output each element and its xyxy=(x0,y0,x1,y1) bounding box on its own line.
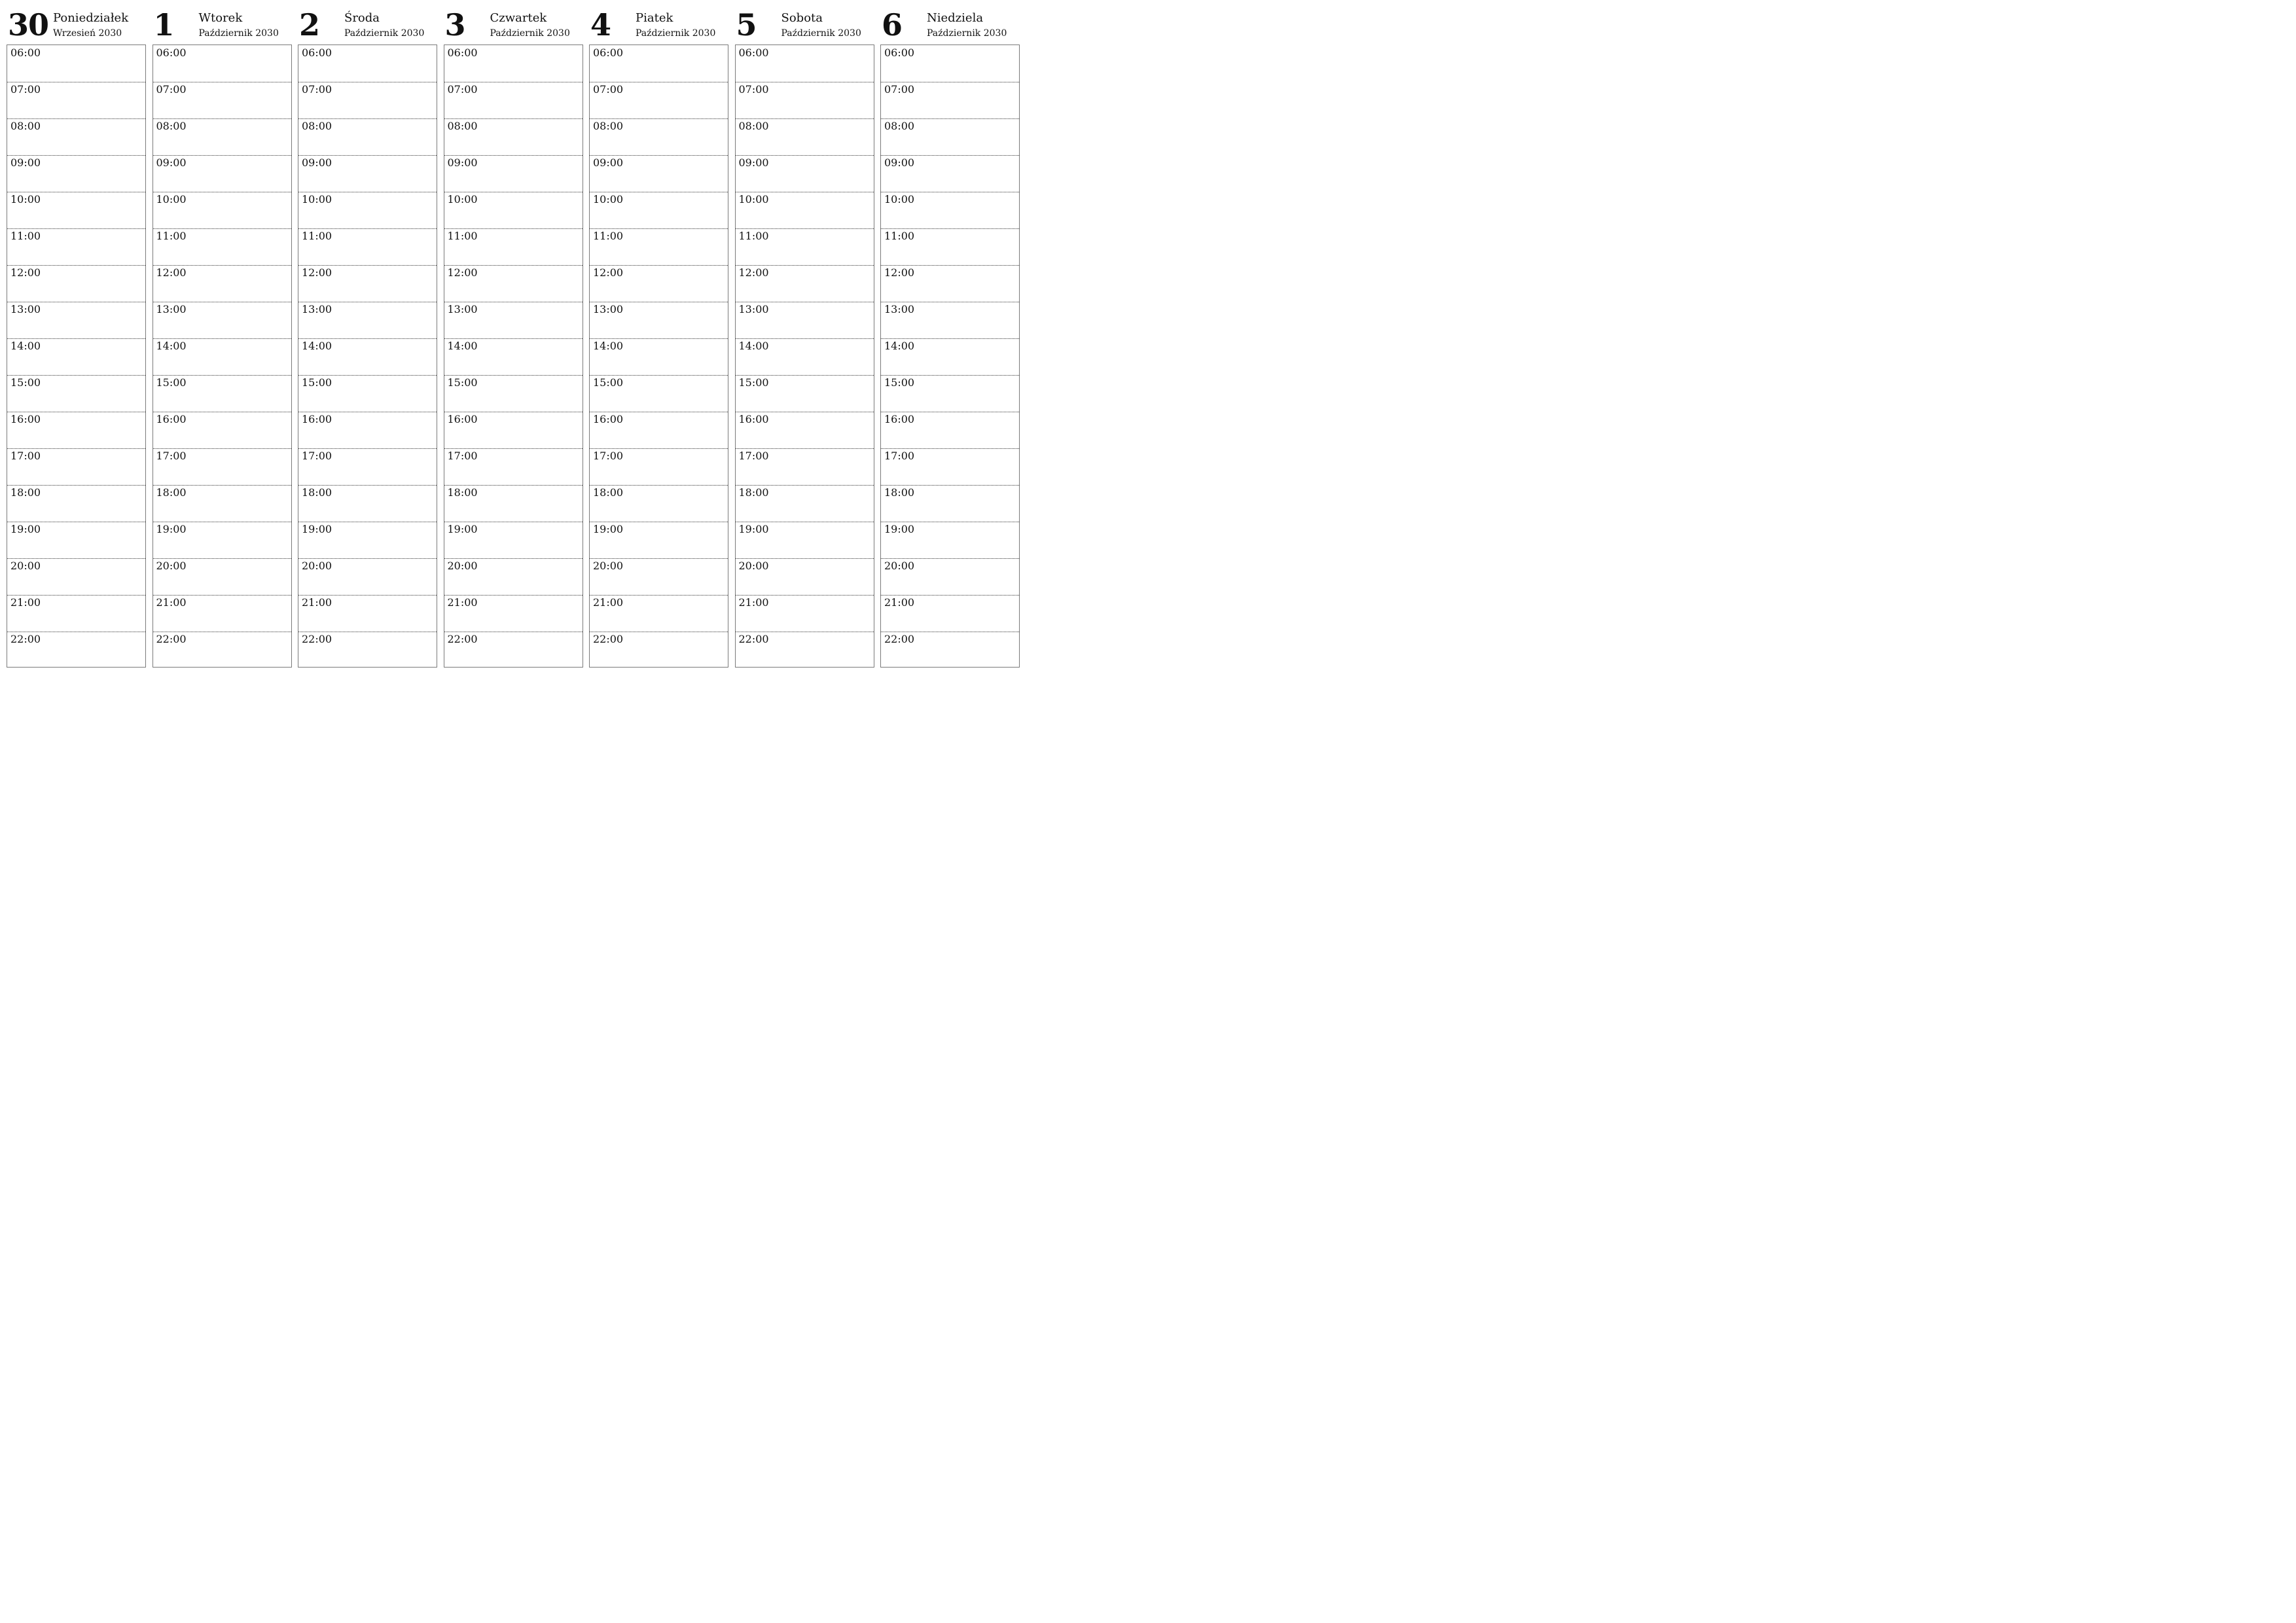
hour-slot[interactable] xyxy=(444,45,583,82)
hour-label: 10:00 xyxy=(738,193,769,205)
hour-slot[interactable] xyxy=(298,485,437,522)
hour-label: 21:00 xyxy=(302,596,332,609)
hour-slot[interactable] xyxy=(444,302,583,339)
hour-label: 15:00 xyxy=(447,376,478,389)
hour-slot[interactable] xyxy=(590,192,728,229)
hour-label: 15:00 xyxy=(593,376,624,389)
hour-label: 09:00 xyxy=(10,156,41,169)
hour-label: 07:00 xyxy=(447,83,478,96)
hour-label: 19:00 xyxy=(884,523,915,535)
hour-slot[interactable] xyxy=(7,82,145,119)
hour-slot[interactable] xyxy=(444,265,583,302)
hour-label: 16:00 xyxy=(593,413,624,425)
hour-slot[interactable] xyxy=(7,485,145,522)
day-schedule-box xyxy=(589,45,728,668)
hour-slot[interactable] xyxy=(881,192,1019,229)
hour-slot[interactable] xyxy=(881,558,1019,596)
day-month: Październik 2030 xyxy=(344,28,425,39)
day-month: Październik 2030 xyxy=(781,28,861,39)
hour-slot[interactable] xyxy=(298,595,437,632)
hour-label: 21:00 xyxy=(10,596,41,609)
day-header xyxy=(152,0,293,45)
hour-slot[interactable] xyxy=(736,522,874,559)
hour-slot[interactable] xyxy=(736,192,874,229)
hour-slot[interactable] xyxy=(736,485,874,522)
hour-slot[interactable] xyxy=(298,375,437,412)
day-column xyxy=(152,0,293,668)
hour-label: 20:00 xyxy=(447,560,478,572)
hour-label: 11:00 xyxy=(593,230,624,242)
day-number: 30 xyxy=(8,7,49,43)
hour-slot[interactable] xyxy=(444,82,583,119)
hour-label: 12:00 xyxy=(447,266,478,279)
hour-slot[interactable] xyxy=(298,338,437,376)
hour-label: 18:00 xyxy=(156,486,187,499)
hour-slot[interactable] xyxy=(298,632,437,668)
hour-slot[interactable] xyxy=(881,522,1019,559)
hour-slot[interactable] xyxy=(7,192,145,229)
day-name: Czwartek xyxy=(490,11,547,25)
hour-slot[interactable] xyxy=(298,412,437,449)
hour-label: 21:00 xyxy=(884,596,915,609)
hour-slot[interactable] xyxy=(298,118,437,156)
hour-slot[interactable] xyxy=(444,228,583,266)
day-name: Niedziela xyxy=(927,11,984,25)
hour-label: 06:00 xyxy=(738,46,769,59)
hour-slot[interactable] xyxy=(590,412,728,449)
hour-slot[interactable] xyxy=(590,338,728,376)
weekly-planner xyxy=(7,0,1020,668)
hour-slot[interactable] xyxy=(7,302,145,339)
hour-slot[interactable] xyxy=(298,192,437,229)
hour-label: 11:00 xyxy=(738,230,769,242)
hour-label: 12:00 xyxy=(302,266,332,279)
day-name: Wtorek xyxy=(198,11,243,25)
hour-slot[interactable] xyxy=(881,45,1019,82)
hour-label: 08:00 xyxy=(302,120,332,132)
hour-label: 06:00 xyxy=(302,46,332,59)
hour-label: 19:00 xyxy=(593,523,624,535)
hour-label: 12:00 xyxy=(738,266,769,279)
hour-label: 17:00 xyxy=(884,450,915,462)
hour-label: 17:00 xyxy=(738,450,769,462)
hour-label: 16:00 xyxy=(10,413,41,425)
hour-slot[interactable] xyxy=(590,595,728,632)
hour-label: 07:00 xyxy=(738,83,769,96)
hour-slot[interactable] xyxy=(153,45,291,82)
hour-label: 13:00 xyxy=(10,303,41,315)
hour-label: 16:00 xyxy=(738,413,769,425)
hour-slot[interactable] xyxy=(590,302,728,339)
hour-label: 09:00 xyxy=(738,156,769,169)
hour-slot[interactable] xyxy=(590,265,728,302)
hour-label: 20:00 xyxy=(884,560,915,572)
hour-slot[interactable] xyxy=(7,522,145,559)
hour-label: 07:00 xyxy=(302,83,332,96)
hour-slot[interactable] xyxy=(736,302,874,339)
hour-label: 17:00 xyxy=(156,450,187,462)
hour-slot[interactable] xyxy=(153,375,291,412)
day-header xyxy=(735,0,875,45)
hour-label: 18:00 xyxy=(10,486,41,499)
hour-slot[interactable] xyxy=(298,448,437,486)
hour-label: 10:00 xyxy=(884,193,915,205)
hour-label: 10:00 xyxy=(156,193,187,205)
hour-slot[interactable] xyxy=(736,595,874,632)
hour-label: 14:00 xyxy=(156,340,187,352)
hour-label: 13:00 xyxy=(447,303,478,315)
hour-label: 17:00 xyxy=(447,450,478,462)
hour-slot[interactable] xyxy=(881,265,1019,302)
hour-label: 21:00 xyxy=(738,596,769,609)
hour-slot[interactable] xyxy=(153,302,291,339)
hour-label: 18:00 xyxy=(884,486,915,499)
hour-slot[interactable] xyxy=(590,485,728,522)
hour-slot[interactable] xyxy=(7,375,145,412)
hour-label: 06:00 xyxy=(593,46,624,59)
hour-slot[interactable] xyxy=(736,558,874,596)
hour-slot[interactable] xyxy=(590,155,728,192)
hour-label: 18:00 xyxy=(593,486,624,499)
hour-slot[interactable] xyxy=(590,82,728,119)
hour-slot[interactable] xyxy=(590,375,728,412)
day-name: Poniedziałek xyxy=(53,11,129,25)
hour-label: 19:00 xyxy=(738,523,769,535)
day-header xyxy=(298,0,438,45)
hour-slot[interactable] xyxy=(153,228,291,266)
hour-slot[interactable] xyxy=(881,302,1019,339)
hour-slot[interactable] xyxy=(153,522,291,559)
hour-slot[interactable] xyxy=(298,522,437,559)
day-month: Wrzesień 2030 xyxy=(53,28,122,39)
hour-label: 09:00 xyxy=(156,156,187,169)
day-schedule-box xyxy=(152,45,292,668)
hour-slot[interactable] xyxy=(7,412,145,449)
hour-label: 19:00 xyxy=(10,523,41,535)
hour-slot[interactable] xyxy=(7,595,145,632)
hour-label: 18:00 xyxy=(447,486,478,499)
hour-slot[interactable] xyxy=(444,338,583,376)
hour-label: 11:00 xyxy=(884,230,915,242)
hour-label: 15:00 xyxy=(156,376,187,389)
hour-label: 07:00 xyxy=(10,83,41,96)
day-column xyxy=(444,0,584,668)
hour-slot[interactable] xyxy=(444,375,583,412)
hour-slot[interactable] xyxy=(881,632,1019,668)
hour-slot[interactable] xyxy=(153,448,291,486)
hour-label: 15:00 xyxy=(738,376,769,389)
hour-label: 07:00 xyxy=(593,83,624,96)
hour-slot[interactable] xyxy=(736,448,874,486)
hour-label: 14:00 xyxy=(447,340,478,352)
hour-slot[interactable] xyxy=(590,118,728,156)
day-number: 1 xyxy=(153,7,174,43)
hour-label: 15:00 xyxy=(10,376,41,389)
day-header xyxy=(589,0,729,45)
day-month: Październik 2030 xyxy=(198,28,279,39)
hour-slot[interactable] xyxy=(7,45,145,82)
day-number: 5 xyxy=(736,7,757,43)
day-number: 4 xyxy=(590,7,611,43)
hour-label: 17:00 xyxy=(302,450,332,462)
day-month: Październik 2030 xyxy=(636,28,716,39)
hour-label: 12:00 xyxy=(884,266,915,279)
hour-slot[interactable] xyxy=(444,155,583,192)
hour-slot[interactable] xyxy=(736,45,874,82)
hour-label: 22:00 xyxy=(738,633,769,645)
hour-slot[interactable] xyxy=(444,632,583,668)
hour-slot[interactable] xyxy=(153,155,291,192)
hour-label: 22:00 xyxy=(302,633,332,645)
hour-slot[interactable] xyxy=(444,522,583,559)
hour-label: 08:00 xyxy=(10,120,41,132)
hour-label: 09:00 xyxy=(447,156,478,169)
hour-label: 12:00 xyxy=(156,266,187,279)
day-header xyxy=(444,0,584,45)
hour-label: 16:00 xyxy=(447,413,478,425)
hour-slot[interactable] xyxy=(444,118,583,156)
hour-slot[interactable] xyxy=(736,155,874,192)
hour-slot[interactable] xyxy=(881,155,1019,192)
hour-label: 14:00 xyxy=(10,340,41,352)
hour-label: 06:00 xyxy=(156,46,187,59)
hour-slot[interactable] xyxy=(881,375,1019,412)
hour-slot[interactable] xyxy=(881,228,1019,266)
hour-slot[interactable] xyxy=(298,265,437,302)
day-schedule-box xyxy=(735,45,874,668)
hour-slot[interactable] xyxy=(590,632,728,668)
hour-label: 07:00 xyxy=(884,83,915,96)
hour-slot[interactable] xyxy=(153,265,291,302)
day-column xyxy=(880,0,1020,668)
hour-label: 07:00 xyxy=(156,83,187,96)
hour-label: 16:00 xyxy=(884,413,915,425)
hour-slot[interactable] xyxy=(153,485,291,522)
day-column xyxy=(298,0,438,668)
hour-slot[interactable] xyxy=(298,82,437,119)
hour-label: 22:00 xyxy=(593,633,624,645)
day-number: 2 xyxy=(299,7,320,43)
hour-slot[interactable] xyxy=(7,228,145,266)
day-month: Październik 2030 xyxy=(927,28,1007,39)
hour-slot[interactable] xyxy=(153,558,291,596)
hour-label: 08:00 xyxy=(884,120,915,132)
day-number: 6 xyxy=(882,7,903,43)
hour-label: 10:00 xyxy=(593,193,624,205)
hour-slot[interactable] xyxy=(736,82,874,119)
day-name: Środa xyxy=(344,11,380,25)
hour-label: 06:00 xyxy=(10,46,41,59)
hour-label: 18:00 xyxy=(738,486,769,499)
hour-slot[interactable] xyxy=(298,155,437,192)
hour-label: 06:00 xyxy=(447,46,478,59)
hour-label: 20:00 xyxy=(738,560,769,572)
hour-slot[interactable] xyxy=(153,595,291,632)
hour-label: 21:00 xyxy=(156,596,187,609)
hour-slot[interactable] xyxy=(298,558,437,596)
hour-label: 22:00 xyxy=(10,633,41,645)
hour-slot[interactable] xyxy=(444,448,583,486)
hour-label: 10:00 xyxy=(302,193,332,205)
hour-label: 06:00 xyxy=(884,46,915,59)
hour-label: 13:00 xyxy=(593,303,624,315)
day-header xyxy=(880,0,1020,45)
hour-label: 11:00 xyxy=(302,230,332,242)
hour-label: 11:00 xyxy=(10,230,41,242)
hour-label: 13:00 xyxy=(738,303,769,315)
day-schedule-box xyxy=(880,45,1020,668)
hour-label: 20:00 xyxy=(302,560,332,572)
hour-label: 10:00 xyxy=(447,193,478,205)
hour-label: 13:00 xyxy=(156,303,187,315)
hour-label: 20:00 xyxy=(156,560,187,572)
hour-slot[interactable] xyxy=(153,632,291,668)
hour-label: 20:00 xyxy=(593,560,624,572)
hour-slot[interactable] xyxy=(590,448,728,486)
day-month: Październik 2030 xyxy=(490,28,570,39)
hour-slot[interactable] xyxy=(881,412,1019,449)
hour-label: 12:00 xyxy=(10,266,41,279)
hour-label: 18:00 xyxy=(302,486,332,499)
hour-label: 21:00 xyxy=(447,596,478,609)
hour-slot[interactable] xyxy=(736,632,874,668)
hour-label: 08:00 xyxy=(447,120,478,132)
hour-label: 14:00 xyxy=(884,340,915,352)
hour-label: 15:00 xyxy=(302,376,332,389)
hour-label: 09:00 xyxy=(884,156,915,169)
hour-label: 19:00 xyxy=(156,523,187,535)
hour-label: 11:00 xyxy=(447,230,478,242)
hour-slot[interactable] xyxy=(7,118,145,156)
hour-label: 16:00 xyxy=(302,413,332,425)
day-name: Sobota xyxy=(781,11,823,25)
hour-slot[interactable] xyxy=(590,558,728,596)
hour-label: 09:00 xyxy=(593,156,624,169)
hour-slot[interactable] xyxy=(7,448,145,486)
hour-slot[interactable] xyxy=(153,82,291,119)
day-column xyxy=(589,0,729,668)
hour-slot[interactable] xyxy=(736,338,874,376)
hour-label: 20:00 xyxy=(10,560,41,572)
day-column xyxy=(735,0,875,668)
hour-slot[interactable] xyxy=(881,338,1019,376)
hour-slot[interactable] xyxy=(298,302,437,339)
day-schedule-box xyxy=(298,45,437,668)
hour-label: 22:00 xyxy=(884,633,915,645)
day-number: 3 xyxy=(444,7,465,43)
day-header xyxy=(7,0,147,45)
hour-slot[interactable] xyxy=(298,45,437,82)
hour-label: 17:00 xyxy=(10,450,41,462)
hour-slot[interactable] xyxy=(7,155,145,192)
hour-slot[interactable] xyxy=(153,412,291,449)
hour-slot[interactable] xyxy=(736,228,874,266)
day-schedule-box xyxy=(444,45,583,668)
hour-label: 09:00 xyxy=(302,156,332,169)
hour-label: 14:00 xyxy=(593,340,624,352)
hour-slot[interactable] xyxy=(7,632,145,668)
hour-label: 08:00 xyxy=(156,120,187,132)
hour-label: 19:00 xyxy=(447,523,478,535)
day-schedule-box xyxy=(7,45,146,668)
hour-slot[interactable] xyxy=(736,118,874,156)
hour-slot[interactable] xyxy=(7,558,145,596)
hour-label: 11:00 xyxy=(156,230,187,242)
hour-slot[interactable] xyxy=(444,558,583,596)
hour-label: 17:00 xyxy=(593,450,624,462)
hour-slot[interactable] xyxy=(590,45,728,82)
hour-label: 21:00 xyxy=(593,596,624,609)
hour-label: 14:00 xyxy=(302,340,332,352)
hour-slot[interactable] xyxy=(590,228,728,266)
hour-label: 15:00 xyxy=(884,376,915,389)
hour-slot[interactable] xyxy=(298,228,437,266)
hour-slot[interactable] xyxy=(444,192,583,229)
hour-slot[interactable] xyxy=(7,338,145,376)
hour-slot[interactable] xyxy=(881,82,1019,119)
hour-slot[interactable] xyxy=(153,338,291,376)
hour-label: 08:00 xyxy=(738,120,769,132)
hour-label: 08:00 xyxy=(593,120,624,132)
hour-slot[interactable] xyxy=(881,118,1019,156)
hour-slot[interactable] xyxy=(881,595,1019,632)
hour-slot[interactable] xyxy=(736,375,874,412)
hour-label: 10:00 xyxy=(10,193,41,205)
hour-slot[interactable] xyxy=(7,265,145,302)
hour-slot[interactable] xyxy=(444,595,583,632)
hour-label: 13:00 xyxy=(302,303,332,315)
hour-slot[interactable] xyxy=(153,192,291,229)
hour-label: 13:00 xyxy=(884,303,915,315)
hour-label: 16:00 xyxy=(156,413,187,425)
hour-slot[interactable] xyxy=(881,448,1019,486)
hour-label: 19:00 xyxy=(302,523,332,535)
day-name: Piatek xyxy=(636,11,673,25)
hour-slot[interactable] xyxy=(736,265,874,302)
hour-slot[interactable] xyxy=(444,485,583,522)
hour-label: 14:00 xyxy=(738,340,769,352)
hour-slot[interactable] xyxy=(881,485,1019,522)
hour-label: 22:00 xyxy=(156,633,187,645)
hour-slot[interactable] xyxy=(444,412,583,449)
hour-label: 22:00 xyxy=(447,633,478,645)
day-column xyxy=(7,0,147,668)
hour-slot[interactable] xyxy=(736,412,874,449)
hour-label: 12:00 xyxy=(593,266,624,279)
hour-slot[interactable] xyxy=(153,118,291,156)
hour-slot[interactable] xyxy=(590,522,728,559)
